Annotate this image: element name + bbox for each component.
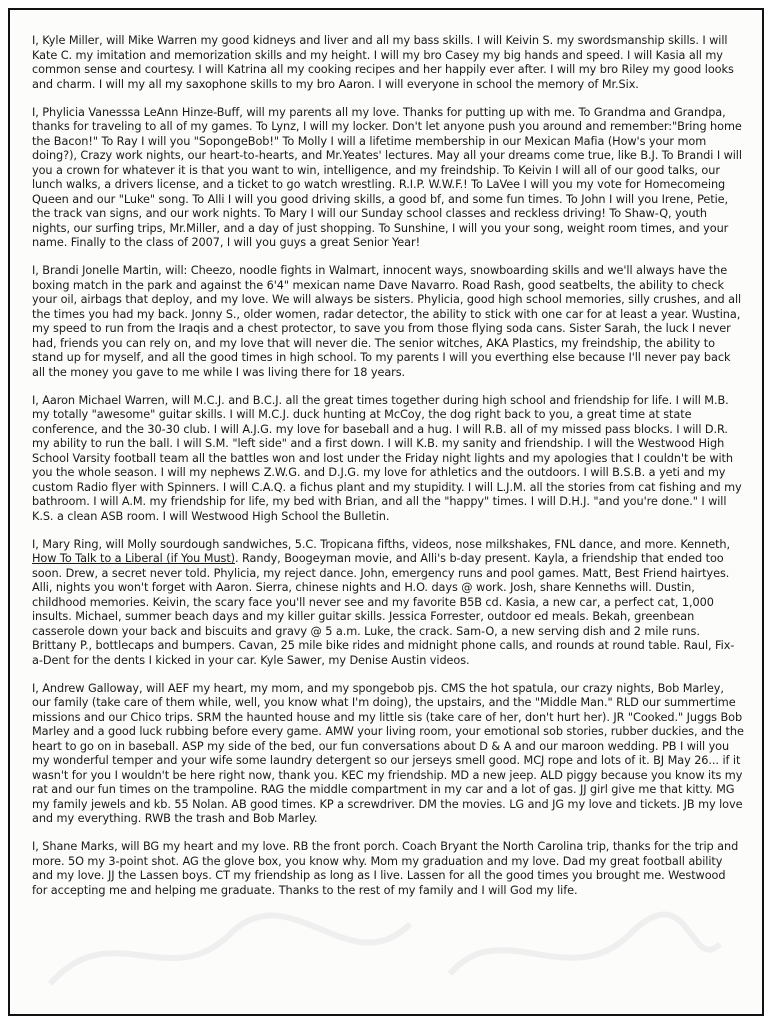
book-title-underlined: How To Talk to a Liberal (if You Must) <box>32 552 236 565</box>
senior-wills-document <box>32 34 744 912</box>
will-andrew-galloway: I, Andrew Galloway, will AEF my heart, my mom, and my spongebob pjs. CMS the hot spatula, our crazy nights, Bob Marley, our family (take care of them while, well, you know what I'm doing), the upstairs, and the "Middle Man." RLD our summertime missions and our Chico trips. SRM the haunted house and my little sis (take care of her, don't hurt her). JR "Cooked." Juggs Bob Marley and a good luck rubbing before every game. AMW your living room, your emotional sob stories, rubber duckies, and the heart to go on in baseball. ASP my side of the bed, our fun conversations about D & A and our maroon wedding. PB I will you my wonderful temper and your wife some laundry detergent so our jerseys smell good. MCJ rope and lots of it. BJ May 26... if it wasn't for you I wouldn't be here right now, thank you. KEC my friendship. MD a new jeep. ALD piggy because you know its my rat and our fun times on the trampoline. RAG the middle compartment in my car and a lot of gas. JJ girl give me that kitty. MG my family jewels and kb. 55 Nolan. AB good times. KP a screwdriver. DM the movies. LG and JG my love and tickets. JB my love and my everything. RWB the trash and Bob Marley. <box>32 681 744 825</box>
will-mary-ring-rest: . Randy, Boogeyman movie, and Alli's b-day present. Kayla, a friendship that ended too soon. Drew, a secret never told. Phylicia, my reject dance. John, emergency runs and pool games. Matt, Best Friend hairtyes. Alli, nights you won't forget with Aaron. Sierra, chinese nights and H.O. days @ work. Josh, share Kenneths will. Dustin, childhood memories. Keivin, the scary face you'll never see and my favorite B5B cd. Kasia, a new car, a perfect cat, 1,000 insults. Michael, summer beach days and my killer guitar skills. Jessica Forrester, outdoor ed meals. Bekah, greenbean casserole down your back and biscuits and gravy @ 5 a.m. Luke, the crack. Sam-O, a new serving dish and 2 mile runs. Brittany P., bottlecaps and bumpers. Cavan, 25 mile bike rides and midnight phone calls, and rounds at round table. Raul, Fix-a-Dent for the dents I kicked in your car. Kyle Sawer, my Denise Austin videos. <box>32 552 735 667</box>
will-kyle-miller: I, Kyle Miller, will Mike Warren my good kidneys and liver and all my bass skills. I will Keivin S. my swordsmanship skills. I will Kate C. my imitation and memorization skills and my height. I will my bro Casey my big hands and speed. I will Kasia all my common sense and courtesy. I will Katrina all my cooking recipes and her happily ever after. I will my bro Riley my good looks and charm. I will my all my saxophone skills to my bro Aaron. I will everyone in school the memory of Mr.Six. <box>32 34 734 91</box>
will-mary-ring-start: I, Mary Ring, will Molly sourdough sandwiches, 5.C. Tropicana fifths, videos, nose milkshakes, FNL dance, and more. Kenneth, <box>32 537 731 551</box>
will-aaron-warren: I, Aaron Michael Warren, will M.C.J. and B.C.J. all the great times together during high school and friendship for life. I will M.B. my totally "awesome" guitar skills. I will M.C.J. duck hunting at McCoy, the dog right back to you, a great time at state conference, and the 30-30 club. I will A.J.G. my love for baseball and a hug. I will R.B. all of my missed pass blocks. I will D.R. my ability to run the ball. I will S.M. "left side" and a first down. I will K.B. my sanity and friendship. I will the Westwood High School Varsity football team all the battles won and lost under the Friday night lights and my apologies that I couldn't be with you the whole season. I will my nephews Z.W.G. and D.J.G. my love for athletics and the outdoors. I will B.S.B. a yeti and my custom Radio flyer with Spinners. I will C.A.Q. a fichus plant and my stupidity. I will L.J.M. all the stories from cat fishing and my bathroom. I will A.M. my friendship for life, my bed with Brian, and all the "happy" times. I will D.H.J. "and you're done." I will K.S. a clean ASB room. I will Westwood High School the Bulletin. <box>32 393 742 523</box>
will-shane-marks: I, Shane Marks, will BG my heart and my love. RB the front porch. Coach Bryant the North Carolina trip, thanks for the trip and more. 5O my 3-point shot. AG the glove box, you know why. Mom my graduation and my love. Dad my great football ability and my love. JJ the Lassen boys. CT my friendship as long as I live. Lassen for all the good times you brought me. Westwood for accepting me and helping me graduate. Thanks to the rest of my family and I will God my life. <box>32 840 739 897</box>
will-phylicia-hinze-buff: I, Phylicia Vanesssa LeAnn Hinze-Buff, will my parents all my love. Thanks for putting up with me. To Grandma and Grandpa, thanks for traveling to all of my games. To Lynz, I will my locker. Don't let anyone push you around and remember:"Bring home the Bacon!" To Ray I will you "SopongeBob!" To Molly I will a lifetime membership in our Mexican Mafia (How's your mom doing?), Crazy work nights, our heart-to-hearts, and Mr.Yeates' lectures. May all your dreams come true, like B.J. To Brandi I will you a crown for whatever it is that you want to win, intelligence, and my freindship. To Keivin I will all of our good talks, our lunch walks, a drivers license, and a ticket to go watch wrestling. R.I.P. W.W.F.! To LaVee I will you my vote for Homecomeing Queen and our "Luke" song. To Alli I will you good driving skills, a good bf, and some fun times. To John I will you Irene, Petie, the track van signs, and our work nights. To Mary I will our Sunday school classes and reckless driving! To Shaw-Q, youth nights, our surfing trips, Mr.Miller, and a day of just shopping. To Sunshine, I will you your song, weight room times, and your name. Finally to the class of 2007, I will you guys a great Senior Year! <box>32 105 742 249</box>
will-brandi-martin: I, Brandi Jonelle Martin, will: Cheezo, noodle fights in Walmart, innocent ways, snowboarding skills and we'll always have the boxing match in the park and against the 6'4" mexican name Dave Navarro. Road Rash, good seatbelts, the ability to check your oil, airbags that deploy, and my love. We will always be sisters. Phylicia, good high school memories, silly crushes, and all the times you had my back. Jonny S., older women, radar detector, the ability to stick with one car for at least a year. Wustina, my speed to run from the Iraqis and a chest protector, to save you from those flying soda cans. Sister Sarah, the luck I never had, friends you can rely on, and my love that will never die. The senior witches, AKA Plastics, my freindship, the ability to stand up for myself, and all the good times in high school. To my parents I will you everthing else because I'll never pay back all the money you gave to me while I was living there for 18 years. <box>32 264 742 379</box>
will-mary-ring <box>32 538 744 669</box>
